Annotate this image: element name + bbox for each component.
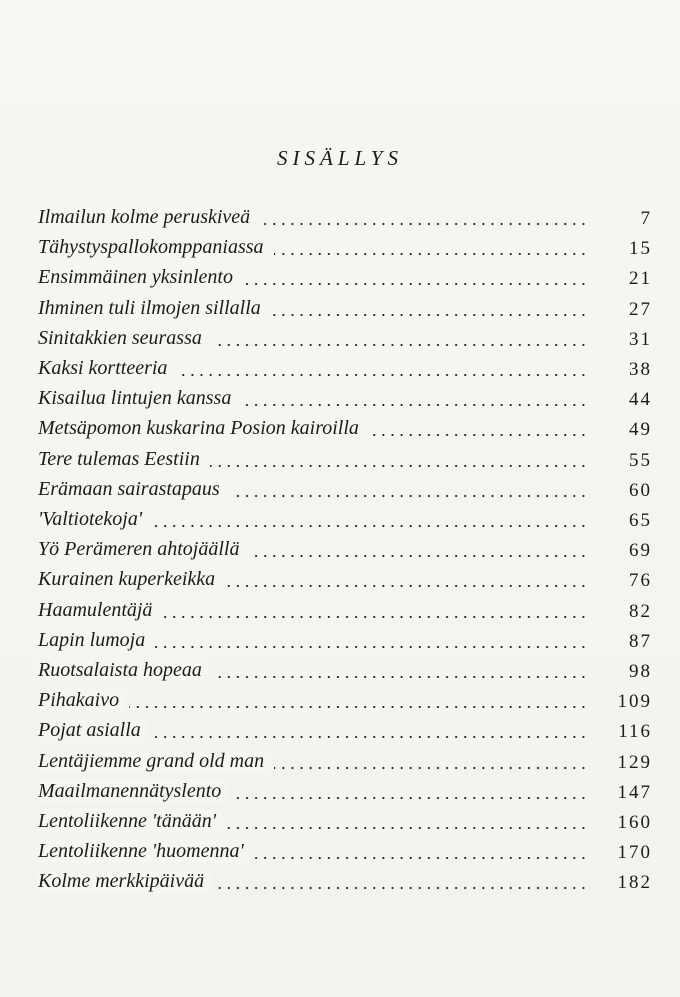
dot-leader	[212, 344, 588, 346]
toc-row	[38, 203, 652, 233]
dot-leader	[230, 495, 588, 497]
page-number: 49	[629, 419, 652, 441]
chapter-title: Kurainen kuperkeikka	[38, 568, 221, 591]
page-number: 69	[629, 540, 652, 562]
chapter-title: Lentoliikenne 'tänään'	[38, 810, 222, 833]
dot-leader	[210, 465, 588, 467]
chapter-title: Lentäjiemme grand old man	[38, 750, 270, 773]
chapter-title: Yö Perämeren ahtojäällä	[38, 538, 245, 561]
dot-leader	[231, 797, 588, 799]
dot-leader	[162, 616, 588, 618]
page-number: 65	[629, 510, 652, 531]
page-number: 147	[617, 781, 652, 803]
chapter-title: Ilmailun kolme peruskiveä	[38, 206, 256, 229]
dot-leader	[274, 253, 588, 255]
toc-row	[38, 505, 652, 535]
page-number: 87	[629, 630, 652, 652]
chapter-title: Lentoliikenne 'huomenna'	[38, 840, 250, 863]
dot-leader	[225, 585, 588, 587]
dot-leader	[249, 555, 588, 557]
dot-leader	[274, 767, 588, 769]
chapter-title: Kaksi kortteeria	[38, 357, 173, 380]
page-number: 15	[629, 238, 652, 260]
page-number: 160	[617, 812, 652, 833]
chapter-title: Maailmanennätyslento	[38, 780, 227, 803]
chapter-title: Erämaan sairastapaus	[38, 478, 226, 501]
dot-leader	[155, 646, 588, 648]
chapter-title: 'Valtiotekoja'	[38, 508, 148, 531]
page-number: 38	[629, 359, 652, 380]
toc-row	[38, 656, 652, 686]
chapter-title: Tähystyspallokomppaniassa	[38, 236, 270, 259]
toc-row	[38, 324, 652, 354]
dot-leader	[241, 404, 588, 406]
chapter-title: Pihakaivo	[38, 689, 125, 712]
toc-heading: SISÄLLYS	[277, 146, 403, 170]
page-number: 55	[629, 449, 652, 471]
toc-row	[38, 716, 652, 746]
dot-leader	[243, 283, 588, 285]
chapter-title: Kolme merkkipäivää	[38, 870, 210, 893]
chapter-title: Metsäpomon kuskarina Posion kairoilla	[38, 417, 365, 440]
dot-leader	[271, 314, 588, 316]
toc-row	[38, 596, 652, 626]
toc-row	[38, 747, 652, 777]
dot-leader	[129, 706, 588, 708]
toc-row	[38, 294, 652, 324]
chapter-title: Ensimmäinen yksinlento	[38, 266, 239, 289]
toc-row	[38, 867, 652, 897]
page-number: 44	[629, 389, 652, 411]
toc-row	[38, 445, 652, 475]
dot-leader	[254, 857, 588, 859]
page-number: 76	[629, 570, 652, 592]
page-number: 21	[629, 268, 652, 290]
page-number: 98	[629, 661, 652, 682]
chapter-title: Lapin lumoja	[38, 629, 151, 652]
toc-row	[38, 475, 652, 505]
toc-row	[38, 807, 652, 837]
toc-row	[38, 837, 652, 867]
dot-leader	[260, 223, 588, 225]
chapter-title: Sinitakkien seurassa	[38, 327, 208, 350]
dot-leader	[214, 887, 588, 889]
dot-leader	[212, 676, 588, 678]
dot-leader	[177, 374, 588, 376]
toc-row	[38, 414, 652, 444]
page-number: 31	[629, 328, 652, 350]
toc-row	[38, 686, 652, 716]
dot-leader	[369, 434, 588, 436]
chapter-title: Ruotsalaista hopeaa	[38, 659, 208, 682]
page-number: 116	[618, 721, 652, 743]
chapter-title: Kisailua lintujen kanssa	[38, 387, 237, 410]
page-number: 109	[617, 691, 652, 713]
dot-leader	[226, 827, 588, 829]
page-number: 82	[629, 600, 652, 622]
chapter-title: Tere tulemas Eestiin	[38, 448, 206, 471]
dot-leader	[151, 736, 588, 738]
chapter-title: Ihminen tuli ilmojen sillalla	[38, 297, 267, 320]
toc-row	[38, 384, 652, 414]
toc-row	[38, 233, 652, 263]
chapter-title: Pojat asialla	[38, 719, 147, 742]
chapter-title: Haamulentäjä	[38, 599, 158, 622]
page-number: 129	[617, 751, 652, 773]
page-number: 170	[617, 842, 652, 864]
toc-row	[38, 263, 652, 293]
toc-row	[38, 535, 652, 565]
page-number: 182	[617, 872, 652, 894]
toc-row	[38, 777, 652, 807]
toc-row	[38, 565, 652, 595]
page-number: 7	[640, 208, 652, 229]
toc-row	[38, 354, 652, 384]
page-number: 60	[629, 479, 652, 501]
page-number: 27	[629, 298, 652, 320]
toc-row	[38, 626, 652, 656]
dot-leader	[152, 525, 588, 527]
